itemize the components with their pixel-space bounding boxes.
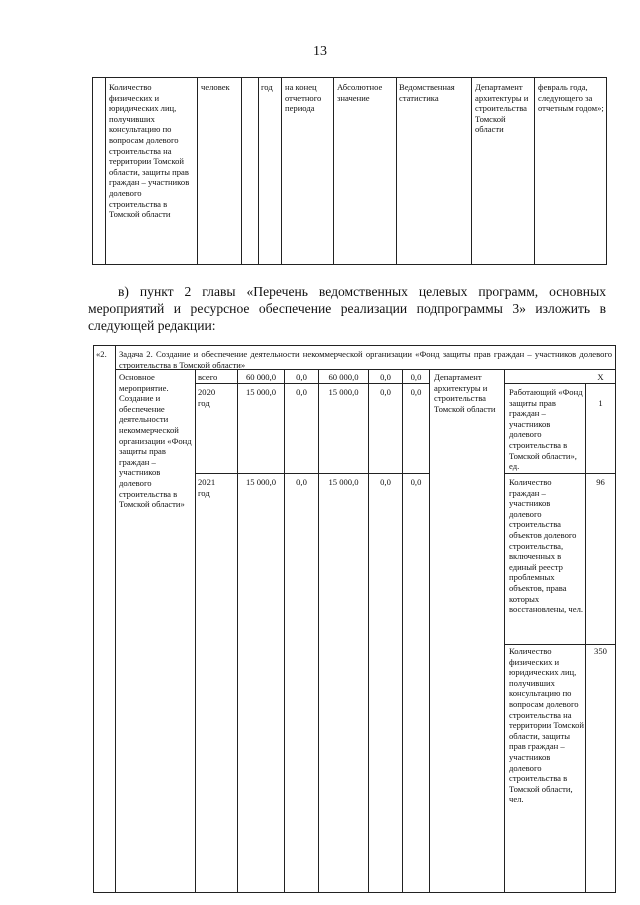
indicator-fund-value: 1 [598,398,603,408]
bottom-responsible: Департамент архитектуры и строительства Томской области [434,372,496,414]
total-all: 60 000,0 [245,372,277,382]
top-value-type: Абсолютное значение [337,82,383,103]
main-event: Основное мероприятие. Создание и обеспечение деятельности некоммерческой организации «Фонд защиты прав граждан – участников долевого строительства в Томской области» [119,372,192,510]
federal-all: 0,0 [296,372,307,382]
indicator-fund: Работающий «Фонд защиты прав граждан – участников долевого строительства в Томской области», ед. [509,387,583,472]
top-source: Ведомственная статистика [399,82,455,103]
regional-2021: 15 000,0 [328,477,359,487]
top-timing: на конец отчетного периода [285,82,322,114]
amendment-paragraph: в) пункт 2 главы «Перечень ведомственных целевых программ, основных мероприятий и ресурсное обеспечение реализации подпрограммы 3» изложить в следующей редакции: [88,284,606,333]
top-responsible: Департамент архитектуры и строительства Томской области [475,82,529,135]
row-number: «2. [96,349,107,359]
other-2020: 0,0 [410,387,422,397]
other-all: 0,0 [410,372,422,382]
top-deadline: февраль года, следующего за отчетным годом»; [538,82,604,114]
local-2020: 0,0 [380,387,391,397]
federal-2020: 0,0 [296,387,307,397]
regional-2020: 15 000,0 [328,387,359,397]
page-number: 13 [313,44,327,59]
period-total: всего [198,372,218,382]
indicator-citizens: Количество граждан – участников долевого строительства объектов долевого строительства, включенных в единый реестр проблемных объектов, права которых восстановлены, чел. [509,477,583,615]
period-2021: 2021 год [198,477,216,498]
total-2020: 15 000,0 [245,387,277,397]
federal-2021: 0,0 [296,477,307,487]
total-2021: 15 000,0 [245,477,277,487]
x-mark: X [597,372,604,382]
top-periodicity: год [261,82,273,92]
period-2020: 2020 год [198,387,216,408]
indicator-consultations-value: 350 [594,646,607,656]
top-indicator: Количество физических и юридических лиц, получивших консультацию по вопросам долевого строительства на территории Томской области, защиты прав граждан – участников долевого строительства в Томской области [109,82,190,220]
regional-all: 60 000,0 [328,372,359,382]
other-2021: 0,0 [410,477,422,487]
local-2021: 0,0 [380,477,391,487]
task-title: Задача 2. Создание и обеспечение деятельности некоммерческой организации «Фонд защиты прав граждан – участников долевого строительства в Томской области» [119,349,612,370]
local-all: 0,0 [380,372,391,382]
top-unit: человек [201,82,230,92]
indicator-consultations: Количество физических и юридических лиц, получивших консультацию по вопросам долевого строительства на территории Томской области, защиты прав граждан – участников долевого строительства в Томской области, чел. [509,646,584,805]
indicator-citizens-value: 96 [596,477,605,487]
